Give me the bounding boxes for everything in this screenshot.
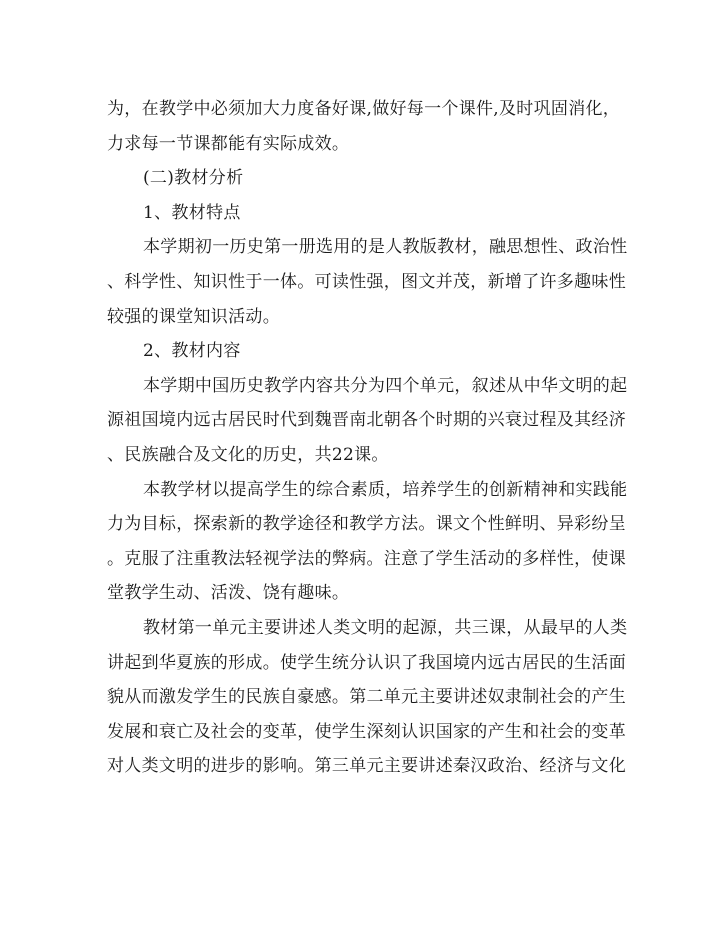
text-line: 本学期初一历史第一册选用的是人教版教材，融思想性、政治性 <box>143 237 628 258</box>
text-line: 力求每一节课都能有实际成效。 <box>107 133 350 154</box>
document-body <box>107 92 628 784</box>
text-line: 、科学性、知识性于一体。可读性强，图文并茂，新增了许多趣味性 <box>107 271 626 292</box>
text-line: 教材第一单元主要讲述人类文明的起源，共三课，从最早的人类 <box>143 617 628 638</box>
text-line: 堂教学生动、活泼、饶有趣味。 <box>107 583 350 604</box>
text-line: 貌从而激发学生的民族自豪感。第二单元主要讲述奴隶制社会的产生 <box>107 687 626 708</box>
text-line: 力为目标，探索新的教学途径和教学方法。课文个性鲜明、异彩纷呈 <box>107 514 626 535</box>
text-line: 为，在教学中必须加大力度备好课,做好每一个课件,及时巩固消化， <box>107 99 621 119</box>
text-line: 源祖国境内远古居民时代到魏晋南北朝各个时期的兴衰过程及其经济 <box>107 410 626 431</box>
text-line: 本学期中国历史教学内容共分为四个单元，叙述从中华文明的起 <box>143 375 628 396</box>
text-line: 、民族融合及文化的历史，共22课。 <box>107 444 389 465</box>
text-line: 较强的课堂知识活动。 <box>107 306 280 327</box>
section-heading: (二)教材分析 <box>143 168 244 189</box>
text-line: 对人类文明的进步的影响。第三单元主要讲述秦汉政治、经济与文化 <box>107 756 626 777</box>
text-line: 本教学材以提高学生的综合素质，培养学生的创新精神和实践能 <box>143 479 628 500</box>
text-line: 。克服了注重教法轻视学法的弊病。注意了学生活动的多样性，使课 <box>107 548 626 569</box>
text-line: 发展和衰亡及社会的变革，使学生深刻认识国家的产生和社会的变革 <box>107 721 626 742</box>
subsection-heading: 2、教材内容 <box>143 341 241 362</box>
text-line: 讲起到华夏族的形成。使学生统分认识了我国境内远古居民的生活面 <box>107 652 626 673</box>
subsection-heading: 1、教材特点 <box>143 202 241 223</box>
